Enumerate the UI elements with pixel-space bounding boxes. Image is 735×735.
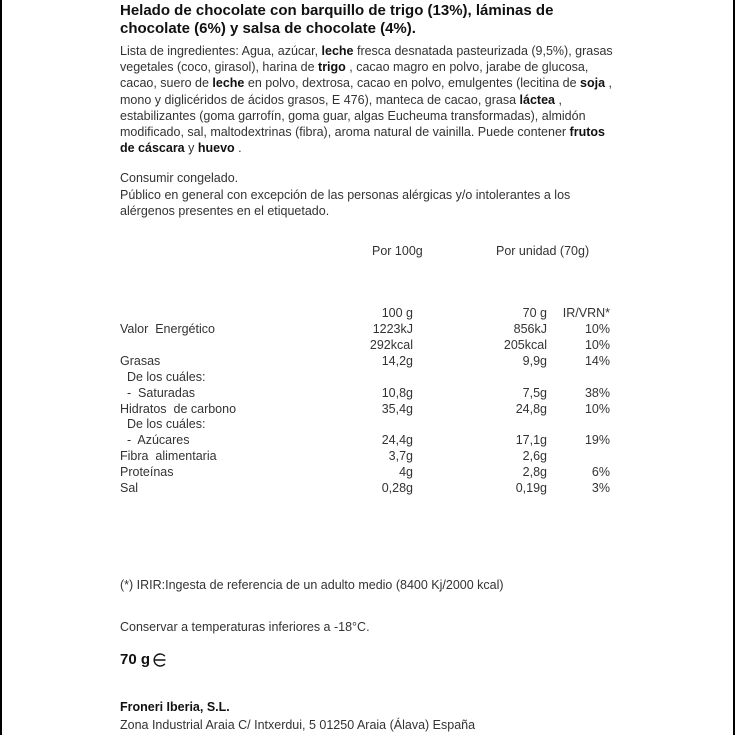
nutrient-label: Sal	[120, 481, 139, 495]
allergen-highlight: leche	[321, 44, 354, 58]
allergen-highlight: leche	[212, 76, 245, 91]
allergen-highlight: frutos de cáscara	[120, 125, 605, 156]
column-70g: 70 g	[522, 306, 547, 320]
value-per-100g: 3,7g	[388, 449, 413, 464]
net-weight	[120, 651, 167, 669]
value-ir-percent: 6%	[591, 465, 610, 480]
ingredients-text: en polvo, dextrosa, cacao en polvo, emulgentes (lecitina de	[244, 76, 581, 91]
nutrient-label: De los cuáles:	[120, 369, 206, 384]
ingredients-text: , estabilizantes (goma garrofín, goma guar, algas Eucheuma transformadas), almidón modificado, sal, maltodextrinas (fibra), aroma natural de vainilla. Puede contener	[120, 92, 586, 140]
value-ir-percent: 19%	[584, 433, 610, 448]
value-per-unit: 0,19g	[515, 481, 547, 495]
nutrient-label: Valor Energético	[120, 322, 215, 336]
value-per-unit: 856kJ	[513, 322, 547, 336]
value-per-100g: 4g	[399, 465, 413, 480]
nutrient-label: De los cuáles:	[120, 417, 206, 432]
net-weight-value: 70 g	[120, 651, 151, 668]
value-per-100g: 292kcal	[369, 337, 413, 352]
ir-footnote: (*) IRIR:Ingesta de referencia de un adulto medio (8400 Kj/2000 kcal)	[120, 578, 504, 592]
ingredients-text: , cacao magro en polvo, jarabe de glucosa, cacao, suero de	[120, 60, 589, 91]
column-ir: IR/VRN*	[562, 306, 610, 320]
allergen-highlight: trigo	[318, 60, 346, 75]
nutrient-label: - Saturadas	[120, 385, 196, 400]
value-ir-percent: 10%	[584, 401, 610, 416]
ingredients-text: y	[184, 141, 198, 156]
value-per-100g: 0,28g	[381, 481, 413, 495]
value-per-unit: 205kcal	[503, 337, 547, 352]
estimated-sign-icon	[151, 653, 167, 667]
ingredients-text: .	[234, 141, 242, 156]
column-100g: 100 g	[381, 306, 413, 320]
header-per-unit: Por unidad (70g)	[496, 244, 590, 258]
value-per-100g: 35,4g	[381, 401, 413, 416]
ingredients-list	[120, 43, 620, 156]
allergen-highlight: huevo	[197, 141, 235, 156]
nutrient-label: Fibra alimentaria	[120, 449, 217, 464]
company-name: Froneri Iberia, S.L.	[120, 700, 230, 714]
header-per-100g: Por 100g	[372, 244, 423, 258]
frozen-instruction: Consumir congelado.	[120, 171, 239, 185]
value-per-100g: 10,8g	[381, 385, 413, 400]
value-per-unit: 9,9g	[522, 353, 547, 368]
value-ir-percent: 3%	[591, 481, 610, 495]
allergen-highlight: láctea	[519, 92, 555, 107]
value-ir-percent: 38%	[584, 385, 610, 400]
value-per-100g: 24,4g	[381, 433, 413, 448]
value-per-unit: 17,1g	[515, 433, 547, 448]
value-ir-percent: 14%	[584, 353, 610, 368]
nutrient-label: Hidratos de carbono	[120, 401, 237, 416]
allergen-notice: Público en general con excepción de las personas alérgicas y/o intolerantes a los alérgenos presentes en el etiquetado.	[120, 188, 571, 219]
nutrient-label: - Azúcares	[120, 433, 190, 448]
storage-temperature: Conservar a temperaturas inferiores a -18°C.	[120, 620, 370, 634]
value-per-unit: 24,8g	[515, 401, 547, 416]
value-per-100g: 1223kJ	[372, 322, 413, 336]
nutrient-label: Proteínas	[120, 465, 174, 480]
value-per-unit: 2,8g	[522, 465, 547, 480]
ingredients-text: , mono y diglicéridos de ácidos grasos, E 476), manteca de cacao, grasa	[120, 76, 612, 107]
value-per-100g: 14,2g	[381, 353, 413, 368]
value-ir-percent: 10%	[584, 322, 610, 336]
product-title: Helado de chocolate con barquillo de trigo (13%), láminas de chocolate (6%) y salsa de chocolate (4%).	[120, 2, 554, 37]
ingredients-text: fresca desnatada pasteurizada (9,5%), grasas vegetales (coco, girasol), harina de	[120, 44, 613, 75]
value-ir-percent: 10%	[584, 337, 610, 352]
ingredients-text: Lista de ingredientes: Agua, azúcar,	[120, 44, 322, 58]
value-per-unit: 7,5g	[522, 385, 547, 400]
nutrient-label: Grasas	[120, 353, 161, 368]
allergen-highlight: soja	[580, 76, 606, 91]
company-address: Zona Industrial Araia C/ Intxerdui, 5 01250 Araia (Álava) España	[120, 718, 476, 732]
value-per-unit: 2,6g	[522, 449, 547, 464]
